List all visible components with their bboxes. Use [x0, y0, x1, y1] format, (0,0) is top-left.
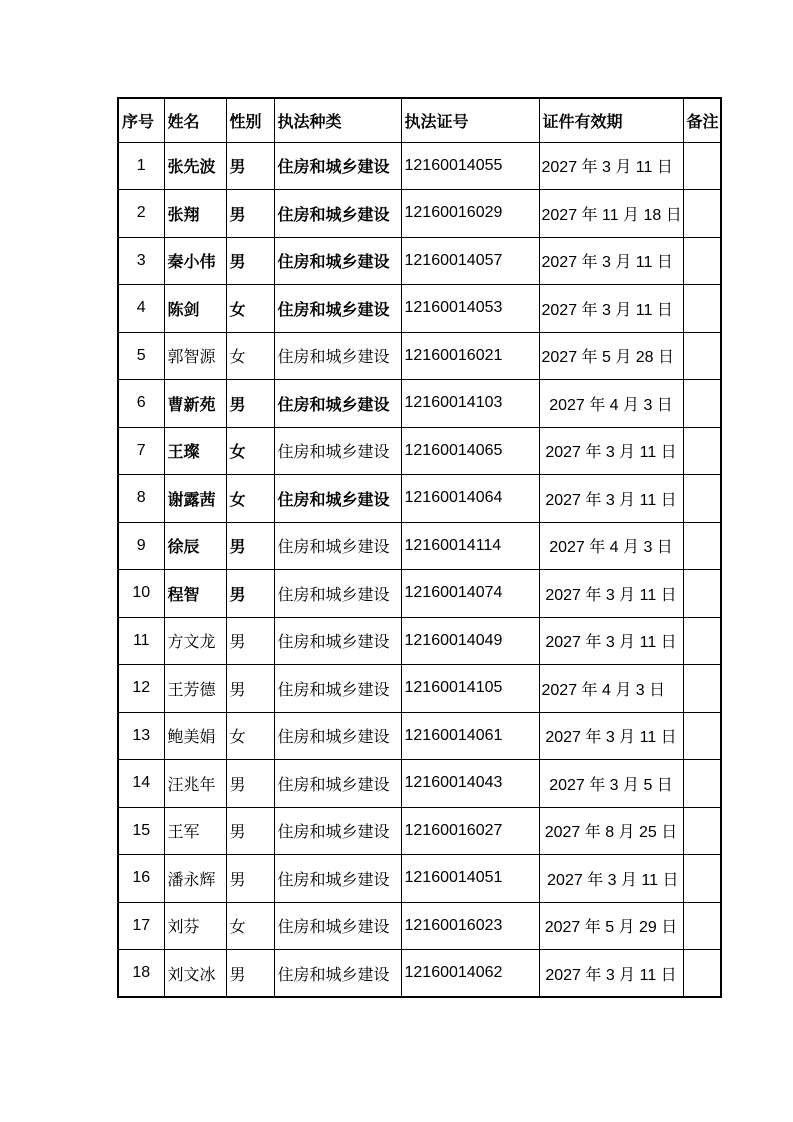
cell-type: 住房和城乡建设 — [274, 522, 401, 570]
cell-no: 14 — [118, 760, 164, 808]
cell-valid: 2027 年 3 月 11 日 — [539, 617, 683, 665]
cell-name: 张先波 — [164, 142, 226, 190]
cell-remark — [683, 855, 721, 903]
law-enforcement-certificate-table — [117, 97, 722, 998]
cell-name: 刘文冰 — [164, 950, 226, 998]
cell-type: 住房和城乡建设 — [274, 570, 401, 618]
table-row — [118, 950, 721, 998]
cell-remark — [683, 380, 721, 428]
table-row — [118, 475, 721, 523]
col-header-remark: 备注 — [683, 98, 721, 142]
cell-type: 住房和城乡建设 — [274, 190, 401, 238]
table-row — [118, 570, 721, 618]
cell-remark — [683, 237, 721, 285]
cell-cert: 12160014103 — [401, 380, 539, 428]
cell-remark — [683, 665, 721, 713]
cell-cert: 12160014105 — [401, 665, 539, 713]
cell-no: 8 — [118, 475, 164, 523]
cell-cert: 12160014114 — [401, 522, 539, 570]
cell-no: 5 — [118, 332, 164, 380]
cell-remark — [683, 807, 721, 855]
table-row — [118, 427, 721, 475]
cell-valid: 2027 年 3 月 11 日 — [539, 427, 683, 475]
cell-no: 2 — [118, 190, 164, 238]
cell-no: 4 — [118, 285, 164, 333]
cell-cert: 12160014043 — [401, 760, 539, 808]
cell-valid: 2027 年 3 月 11 日 — [539, 950, 683, 998]
cell-remark — [683, 332, 721, 380]
cell-cert: 12160016029 — [401, 190, 539, 238]
table-row — [118, 855, 721, 903]
table-row — [118, 142, 721, 190]
cell-name: 王璨 — [164, 427, 226, 475]
table-row — [118, 665, 721, 713]
cell-cert: 12160014051 — [401, 855, 539, 903]
cell-valid: 2027 年 3 月 11 日 — [539, 237, 683, 285]
cell-name: 徐辰 — [164, 522, 226, 570]
table-row — [118, 712, 721, 760]
cell-cert: 12160014064 — [401, 475, 539, 523]
col-header-gender: 性别 — [226, 98, 274, 142]
cell-name: 陈剑 — [164, 285, 226, 333]
cell-valid: 2027 年 4 月 3 日 — [539, 380, 683, 428]
cell-cert: 12160016021 — [401, 332, 539, 380]
cell-type: 住房和城乡建设 — [274, 665, 401, 713]
cell-type: 住房和城乡建设 — [274, 237, 401, 285]
cell-name: 张翔 — [164, 190, 226, 238]
cell-remark — [683, 190, 721, 238]
cell-gender: 男 — [226, 807, 274, 855]
cell-no: 15 — [118, 807, 164, 855]
cell-name: 王芳德 — [164, 665, 226, 713]
cell-gender: 女 — [226, 427, 274, 475]
cell-type: 住房和城乡建设 — [274, 142, 401, 190]
cell-cert: 12160014053 — [401, 285, 539, 333]
cell-gender: 男 — [226, 190, 274, 238]
table-row — [118, 332, 721, 380]
cell-valid: 2027 年 3 月 5 日 — [539, 760, 683, 808]
cell-remark — [683, 570, 721, 618]
cell-name: 郭智源 — [164, 332, 226, 380]
col-header-name: 姓名 — [164, 98, 226, 142]
cell-no: 1 — [118, 142, 164, 190]
cell-gender: 男 — [226, 522, 274, 570]
cell-valid: 2027 年 3 月 11 日 — [539, 570, 683, 618]
cell-gender: 女 — [226, 902, 274, 950]
cell-cert: 12160016023 — [401, 902, 539, 950]
cell-valid: 2027 年 5 月 29 日 — [539, 902, 683, 950]
cell-remark — [683, 285, 721, 333]
cell-gender: 男 — [226, 570, 274, 618]
table-row — [118, 285, 721, 333]
cell-gender: 女 — [226, 712, 274, 760]
cell-valid: 2027 年 3 月 11 日 — [539, 285, 683, 333]
cell-no: 17 — [118, 902, 164, 950]
cell-valid: 2027 年 3 月 11 日 — [539, 855, 683, 903]
table-row — [118, 380, 721, 428]
cell-no: 18 — [118, 950, 164, 998]
cell-valid: 2027 年 3 月 11 日 — [539, 712, 683, 760]
cell-gender: 男 — [226, 380, 274, 428]
cell-cert: 12160014057 — [401, 237, 539, 285]
cell-cert: 12160014061 — [401, 712, 539, 760]
cell-no: 3 — [118, 237, 164, 285]
cell-remark — [683, 617, 721, 665]
cell-name: 王军 — [164, 807, 226, 855]
cell-valid: 2027 年 4 月 3 日 — [539, 665, 683, 713]
cell-gender: 女 — [226, 332, 274, 380]
cell-no: 6 — [118, 380, 164, 428]
col-header-type: 执法种类 — [274, 98, 401, 142]
cell-valid: 2027 年 4 月 3 日 — [539, 522, 683, 570]
cell-remark — [683, 475, 721, 523]
cell-type: 住房和城乡建设 — [274, 427, 401, 475]
cell-name: 鲍美娟 — [164, 712, 226, 760]
cell-type: 住房和城乡建设 — [274, 285, 401, 333]
cell-remark — [683, 427, 721, 475]
cell-no: 12 — [118, 665, 164, 713]
cell-name: 谢露茜 — [164, 475, 226, 523]
cell-name: 曹新苑 — [164, 380, 226, 428]
cell-name: 秦小伟 — [164, 237, 226, 285]
table-row — [118, 522, 721, 570]
cell-type: 住房和城乡建设 — [274, 712, 401, 760]
cell-type: 住房和城乡建设 — [274, 950, 401, 998]
cell-remark — [683, 950, 721, 998]
cell-cert: 12160014074 — [401, 570, 539, 618]
cell-no: 7 — [118, 427, 164, 475]
cell-type: 住房和城乡建设 — [274, 807, 401, 855]
col-header-valid: 证件有效期 — [539, 98, 683, 142]
cell-valid: 2027 年 11 月 18 日 — [539, 190, 683, 238]
cell-gender: 男 — [226, 855, 274, 903]
cell-cert: 12160014065 — [401, 427, 539, 475]
cell-remark — [683, 712, 721, 760]
header-row — [118, 98, 721, 142]
table-body — [118, 142, 721, 997]
cell-type: 住房和城乡建设 — [274, 332, 401, 380]
cell-remark — [683, 902, 721, 950]
cell-name: 潘永辉 — [164, 855, 226, 903]
cell-gender: 女 — [226, 285, 274, 333]
cell-valid: 2027 年 3 月 11 日 — [539, 475, 683, 523]
cell-valid: 2027 年 8 月 25 日 — [539, 807, 683, 855]
cell-no: 11 — [118, 617, 164, 665]
cell-cert: 12160014055 — [401, 142, 539, 190]
cell-cert: 12160016027 — [401, 807, 539, 855]
table-row — [118, 190, 721, 238]
table-row — [118, 617, 721, 665]
cell-remark — [683, 522, 721, 570]
cell-gender: 男 — [226, 665, 274, 713]
col-header-cert: 执法证号 — [401, 98, 539, 142]
cell-type: 住房和城乡建设 — [274, 902, 401, 950]
table-row — [118, 760, 721, 808]
cell-gender: 男 — [226, 760, 274, 808]
table-row — [118, 237, 721, 285]
cell-name: 汪兆年 — [164, 760, 226, 808]
cell-cert: 12160014062 — [401, 950, 539, 998]
cell-no: 10 — [118, 570, 164, 618]
cell-name: 程智 — [164, 570, 226, 618]
cell-no: 13 — [118, 712, 164, 760]
cell-cert: 12160014049 — [401, 617, 539, 665]
col-header-no: 序号 — [118, 98, 164, 142]
cell-remark — [683, 142, 721, 190]
cell-gender: 男 — [226, 237, 274, 285]
cell-gender: 女 — [226, 475, 274, 523]
cell-gender: 男 — [226, 950, 274, 998]
cell-gender: 男 — [226, 142, 274, 190]
table-row — [118, 902, 721, 950]
cell-type: 住房和城乡建设 — [274, 760, 401, 808]
cell-type: 住房和城乡建设 — [274, 380, 401, 428]
cell-remark — [683, 760, 721, 808]
cell-name: 刘芬 — [164, 902, 226, 950]
cell-valid: 2027 年 3 月 11 日 — [539, 142, 683, 190]
cell-type: 住房和城乡建设 — [274, 475, 401, 523]
cell-type: 住房和城乡建设 — [274, 617, 401, 665]
cell-name: 方文龙 — [164, 617, 226, 665]
cell-gender: 男 — [226, 617, 274, 665]
cell-no: 16 — [118, 855, 164, 903]
cell-valid: 2027 年 5 月 28 日 — [539, 332, 683, 380]
table-row — [118, 807, 721, 855]
cell-no: 9 — [118, 522, 164, 570]
cell-type: 住房和城乡建设 — [274, 855, 401, 903]
